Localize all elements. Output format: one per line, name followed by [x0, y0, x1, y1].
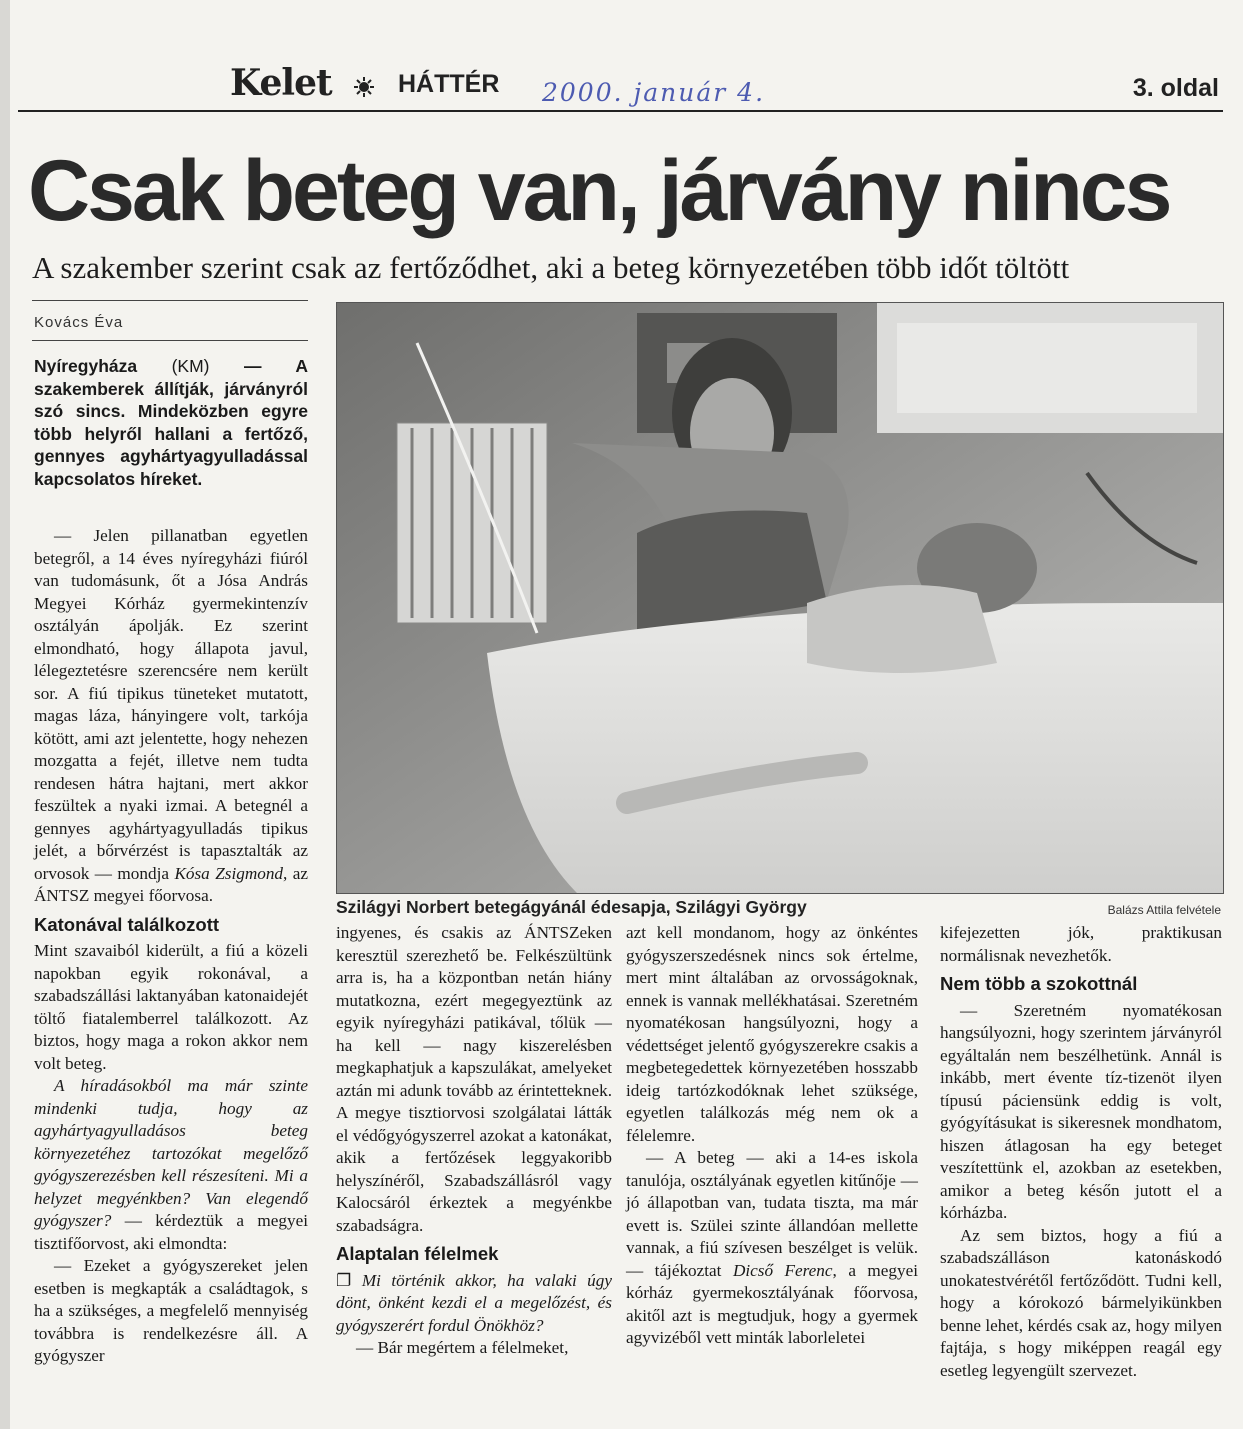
section-label: HÁTTÉR	[398, 70, 500, 98]
paragraph: Az sem biztos, hogy a fiú a szabadszálláson katonáskodó unokatestvérétől fertőződött. Tudni kell, hogy a kórokozó bármelyikünkben benne lehet, kérdés csak az, hogy milyen fajtája, s hogy miképpen reagál egy esetleg legyengült szervezet.	[940, 1225, 1222, 1380]
paragraph: — Jelen pillanatban egyetlen betegről, a 14 éves nyíregyházi fiúról van tudomásunk, őt a Jósa András Megyei Kórház gyermekintenzív osztályán ápolják. Ez szerint elmondható, hogy állapota javul, lélegeztetésre szerencsére nem került sor. A fiú tipikus tüneteket mutatott, magas láza, hányingere volt, tarkója kötött, ami azt jelentette, hogy nehezen mozgatta a fejét, illetve nem tudta rendesen hátra hajtani, mert akkor feszültek a nyaki izmai. A betegnél a gennyes agyhártyagyulladás tipikus jelét, a bőrvérzést is tapasztalták az orvosok — mondja Kósa Zsigmond, az ÁNTSZ megyei főorvosa.	[34, 526, 309, 905]
question-paragraph: ❐ Mi történik akkor, ha valaki úgy dönt, önként kezdi el a megelőzést, és gyógyszerért fordul Önökhöz?	[336, 1270, 612, 1335]
scan-edge	[0, 0, 10, 1429]
divider	[32, 300, 308, 301]
column-1	[34, 525, 308, 1368]
author-byline: Kovács Éva	[34, 314, 124, 331]
paragraph: — A beteg — aki a 14-es iskola tanulója, osztályának egyetlen kitűnője — jó állapotban van, tudata tiszta, ma már evett is. Szülei szinte állandóan mellette vannak, a fiú szívesen beszélget is velük. — tájékoztat Dicső Ferenc, a megyei kórház gyermekosztályának főorvosa, akitől azt is megtudjuk, hogy a gyermek agyvizéből vett minták laborleletei	[626, 1148, 918, 1347]
subheading: Alaptalan félelmek	[336, 1243, 499, 1264]
paragraph: Mint szavaiból kiderült, a fiú a közeli napokban egyik rokonával, a szabadszállási laktanyában katonaidejét töltő fiatalemberrel találkozott. Az biztos, hogy maga a rokon akkor nem volt beteg.	[34, 941, 308, 1073]
quoted-name: Dicső Ferenc	[732, 1260, 833, 1280]
quoted-name: Kósa Zsigmond	[174, 863, 284, 883]
subheadline: A szakember szerint csak az fertőződhet, aki a beteg környezetében több időt töltött	[32, 250, 1070, 285]
paragraph: azt kell mondanom, hogy az önkéntes gyógyszerszedésnek nincs sok értelme, mert mint általában az orvosságoknak, ennek is vannak mellékhatásai. Szeretném nyomatékosan hangsúlyozni, hogy a védettséget jelentő gyógyszerekre csakis a megbetegedettek környezetében hosszabb ideig tartózkodóknak lehet szüksége, egyetlen találkozás még nem ok a félelemre.	[626, 923, 918, 1145]
page-header	[18, 62, 1223, 112]
lead-place: Nyíregyháza	[34, 356, 138, 376]
handwritten-date: 2000. január 4.	[542, 78, 766, 107]
paragraph: — Szeretném nyomatékosan hangsúlyozni, hogy szerintem járványról egyáltalán nem beszélhetünk. Annál is inkább, mert évente tíz-tizenöt ilyen típusú páciensünk eddig is volt, gyógyításukat is sikeresnek mondhatom, hiszen átlagosan ha egy beteget veszítettünk el, azokban az esetekben, amikor a beteg későn jutott el a kórházba.	[940, 1000, 1222, 1222]
subheading: Nem több a szokottnál	[940, 973, 1138, 994]
article-photo	[336, 302, 1224, 894]
column-3	[626, 922, 918, 1350]
paragraph: kifejezetten jók, praktikusan normálisnak nevezhetők.	[940, 923, 1222, 965]
lead-text: — A szakemberek állítják, járványról szó sincs. Mindeközben egyre több helyről hallani a fertőző, gennyes agyhártyagyulladással kapcsolatos híreket.	[34, 356, 308, 489]
divider	[32, 340, 308, 341]
newspaper-logo: Kelet	[230, 62, 332, 104]
sun-icon	[354, 77, 374, 97]
lead-agency: (KM)	[171, 356, 210, 376]
subheading: Katonával találkozott	[34, 913, 220, 935]
photo-caption: Szilágyi Norbert betegágyánál édesapja, Szilágyi György	[336, 897, 807, 917]
column-4	[940, 922, 1222, 1382]
paragraph: ingyenes, és csakis az ÁNTSZeken keresztül szerezhető be. Felkészültünk arra is, ha a központban netán hiány mutatkozna, ezért megegyeztünk az egyik nyíregyházi patikával, tőlük — ha kell — nagy kiszerelésben megkaphatjuk a kapszulákat, amelyeket aztán mi adunk tovább az érintetteknek. A megye tisztiorvosi szolgálatai látták el védőgyógyszerrel azokat a katonákat, akik a fertőzések leggyakoribb helyszínéről, Szabadszállásról vagy Kalocsáról érkeztek a megyénkbe szabadságra.	[336, 923, 612, 1235]
question-paragraph: A híradásokból ma már szinte mindenki tudja, hogy az agyhártyagyulladásos beteg környezetéhez tartozókat megelőző gyógyszerezésben kell részesíteni. Mi a helyzet megyénkben? Van elegendő gyógyszer? — kérdeztük a megyei tisztifőorvost, aki elmondta:	[34, 1076, 308, 1253]
photo-illustration	[337, 303, 1223, 893]
headline: Csak beteg van, járvány nincs	[28, 143, 1170, 239]
paragraph: — Ezeket a gyógyszereket jelen esetben is megkapták a családtagok, s ha a szükséges, a megfelelő mennyiség továbbra is rendelkezésre áll. A gyógyszer	[34, 1256, 308, 1365]
lead-paragraph	[34, 355, 308, 490]
photo-credit: Balázs Attila felvétele	[1107, 903, 1221, 917]
column-2	[336, 922, 612, 1360]
page-number: 3. oldal	[1132, 74, 1219, 102]
paragraph: — Bár megértem a félelmeket,	[356, 1338, 569, 1357]
